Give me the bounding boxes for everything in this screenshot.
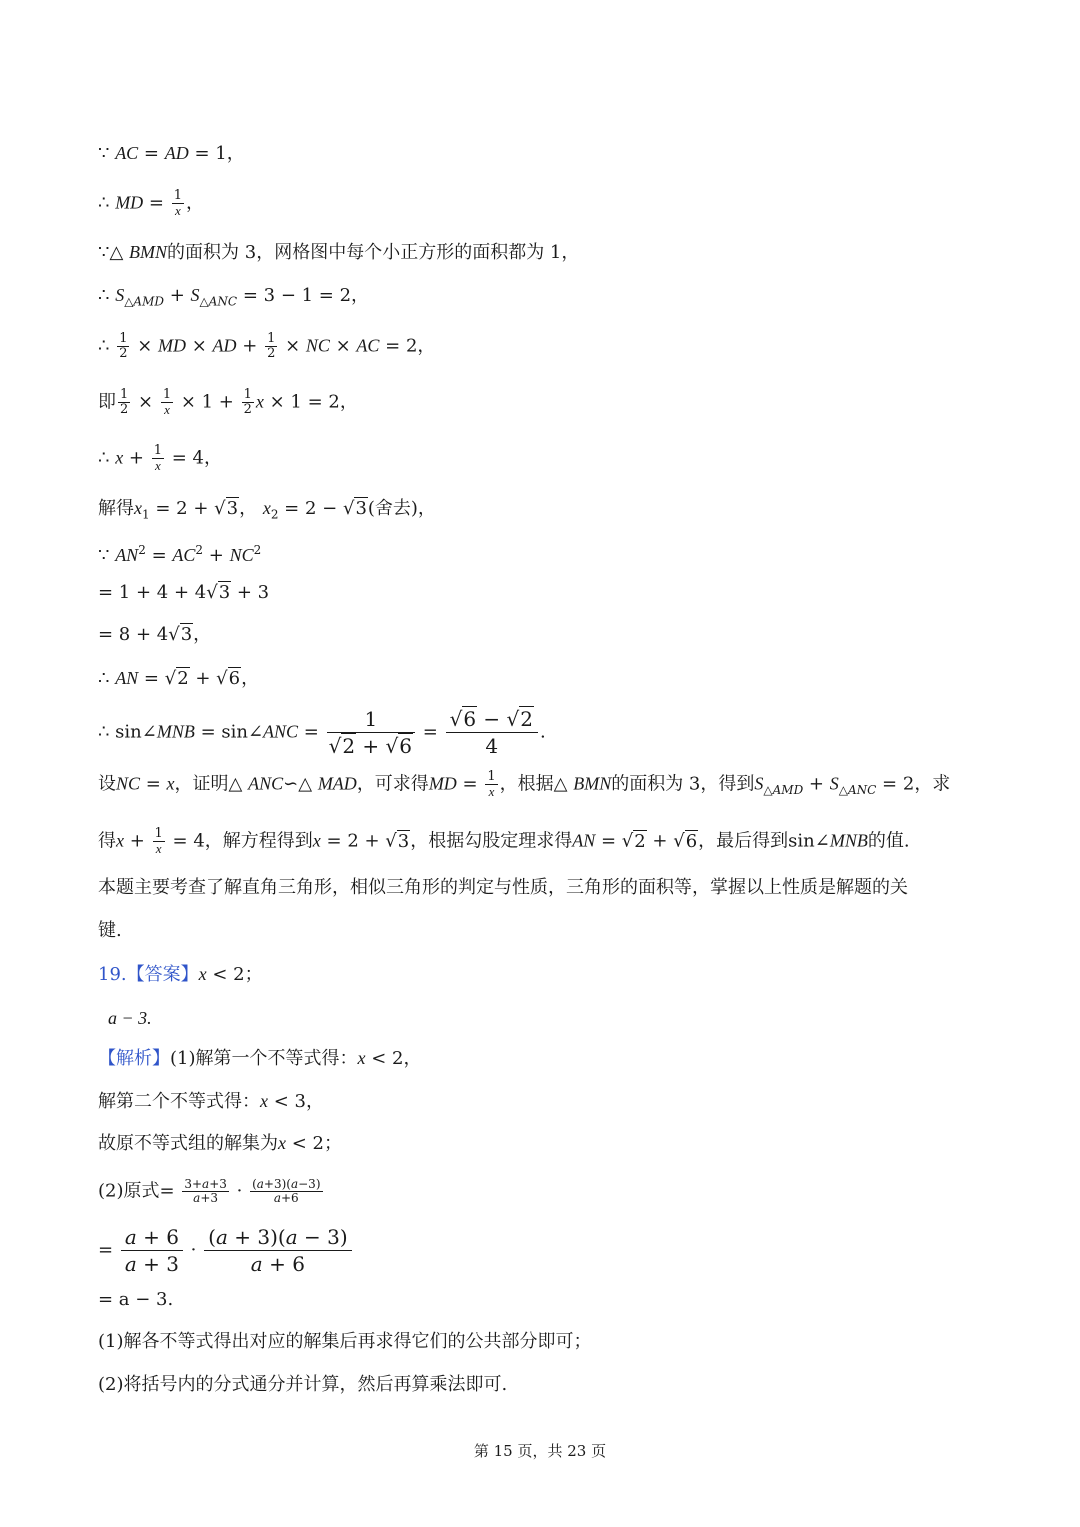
- line-an-value: ∴ AN = √2 + √6，: [98, 668, 260, 689]
- line-sine: ∴ sin∠MNB = sin∠ANC = $\frac{1}{√2 + √6}$ = $\frac{√6 - √2}{4}$ .: [98, 707, 546, 758]
- line-pythagoras: ∵ $AN^2 = AC^2 + NC^2$: [98, 543, 262, 566]
- note-1: (1)解各不等式得出对应的解集后再求得它们的公共部分即可；: [98, 1331, 592, 1352]
- line-solve: 解得$x_1 = 2 + √3$， $x_2 = 2 - √3$(舍去)，: [98, 498, 436, 522]
- fraction-1-over-x: $\frac{1}{x}$: [173, 188, 182, 218]
- analysis-line-1: 【解析】(1)解第一个不等式得：x < 2，: [98, 1048, 422, 1069]
- line-ac-ad: ∵ AC = AD = 1，: [98, 143, 245, 164]
- comment-line-1: 本题主要考查了解直角三角形，相似三角形的判定与性质，三角形的面积等，掌握以上性质是解题的关: [98, 877, 908, 898]
- line-substitute: 即 $\frac{1}{2}$ × $\frac{1}{x}$ × 1 + $\frac{1}{2}$ x × 1 = 2，: [98, 387, 358, 417]
- comment-line-2: 键.: [98, 920, 122, 941]
- line-bmn-area: ∵△ BMN的面积为 3，网格图中每个小正方形的面积都为 1，: [98, 242, 580, 263]
- ji-prefix: 即: [98, 391, 116, 413]
- because-symbol: ∵: [98, 143, 110, 164]
- line-expand: = 1 + 4 + 4√3 + 3: [98, 582, 270, 603]
- analysis-step: = $\frac{a + 6}{a + 3}$ · $\frac{(a + 3)(a - 3)}{a + 6}$: [98, 1224, 354, 1277]
- analysis-tag: 【解析】: [98, 1048, 170, 1069]
- analysis-part2: (2)原式= $\frac{3+a+3}{a+3}$ · $\frac{(a+3)(a-3)}{a+6}$: [98, 1177, 321, 1205]
- page-footer: 第 15 页，共 23 页: [473, 1442, 607, 1460]
- answer-tag: 【答案】: [126, 964, 199, 985]
- jiede-prefix: 解得: [98, 498, 134, 519]
- line-x-plus-inverse: ∴ x + $\frac{1}{x}$ = 4，: [98, 443, 222, 473]
- q19-answer-2: a − 3.: [108, 1008, 152, 1028]
- fraction-result: $\frac{√6 - √2}{4}$: [446, 706, 538, 759]
- discard-note: (舍去)，: [367, 498, 436, 519]
- line-area-sum: ∴ $S_{\triangle AMD} + S_{\triangle ANC} = 3 - 1 = 2$，: [98, 285, 370, 309]
- bmn-area-text: 的面积为 3，网格图中每个小正方形的面积都为 1，: [167, 242, 580, 263]
- summary-line-2: 得x + $\frac{1}{x}$ = 4，解方程得到x = 2 + √3，根据勾股定理求得AN = √2 + √6，最后得到sin∠MNB的值.: [98, 826, 910, 856]
- therefore-symbol: ∴: [98, 192, 110, 214]
- q19-answer-line: 19.【答案】x < 2；: [98, 964, 263, 985]
- fraction-1-over-sqrt: $\frac{1}{√2 + √6}$: [327, 706, 415, 759]
- analysis-line-2: 解第二个不等式得：x < 3，: [98, 1091, 324, 1112]
- analysis-result: = a − 3.: [98, 1289, 174, 1310]
- analysis-line-3: 故原不等式组的解集为x < 2；: [98, 1133, 342, 1154]
- line-md: ∴ MD = $\frac{1}{x}$ ，: [98, 188, 204, 218]
- summary-line-1: 设NC = x，证明△ ANC∽△ MAD，可求得MD = $\frac{1}{x}$ ，根据△ BMN的面积为 3，得到$S_{\triangle AMD} + S_{\triangle ANC} = 2$，求: [98, 769, 951, 799]
- question-number: 19.: [98, 964, 127, 985]
- line-area-formula: ∴ $\frac{1}{2}$ × MD × AD + $\frac{1}{2}$ × NC × AC = 2，: [98, 331, 436, 361]
- line-simplify: = 8 + 4√3，: [98, 624, 212, 645]
- note-2: (2)将括号内的分式通分并计算，然后再算乘法即可.: [98, 1374, 508, 1395]
